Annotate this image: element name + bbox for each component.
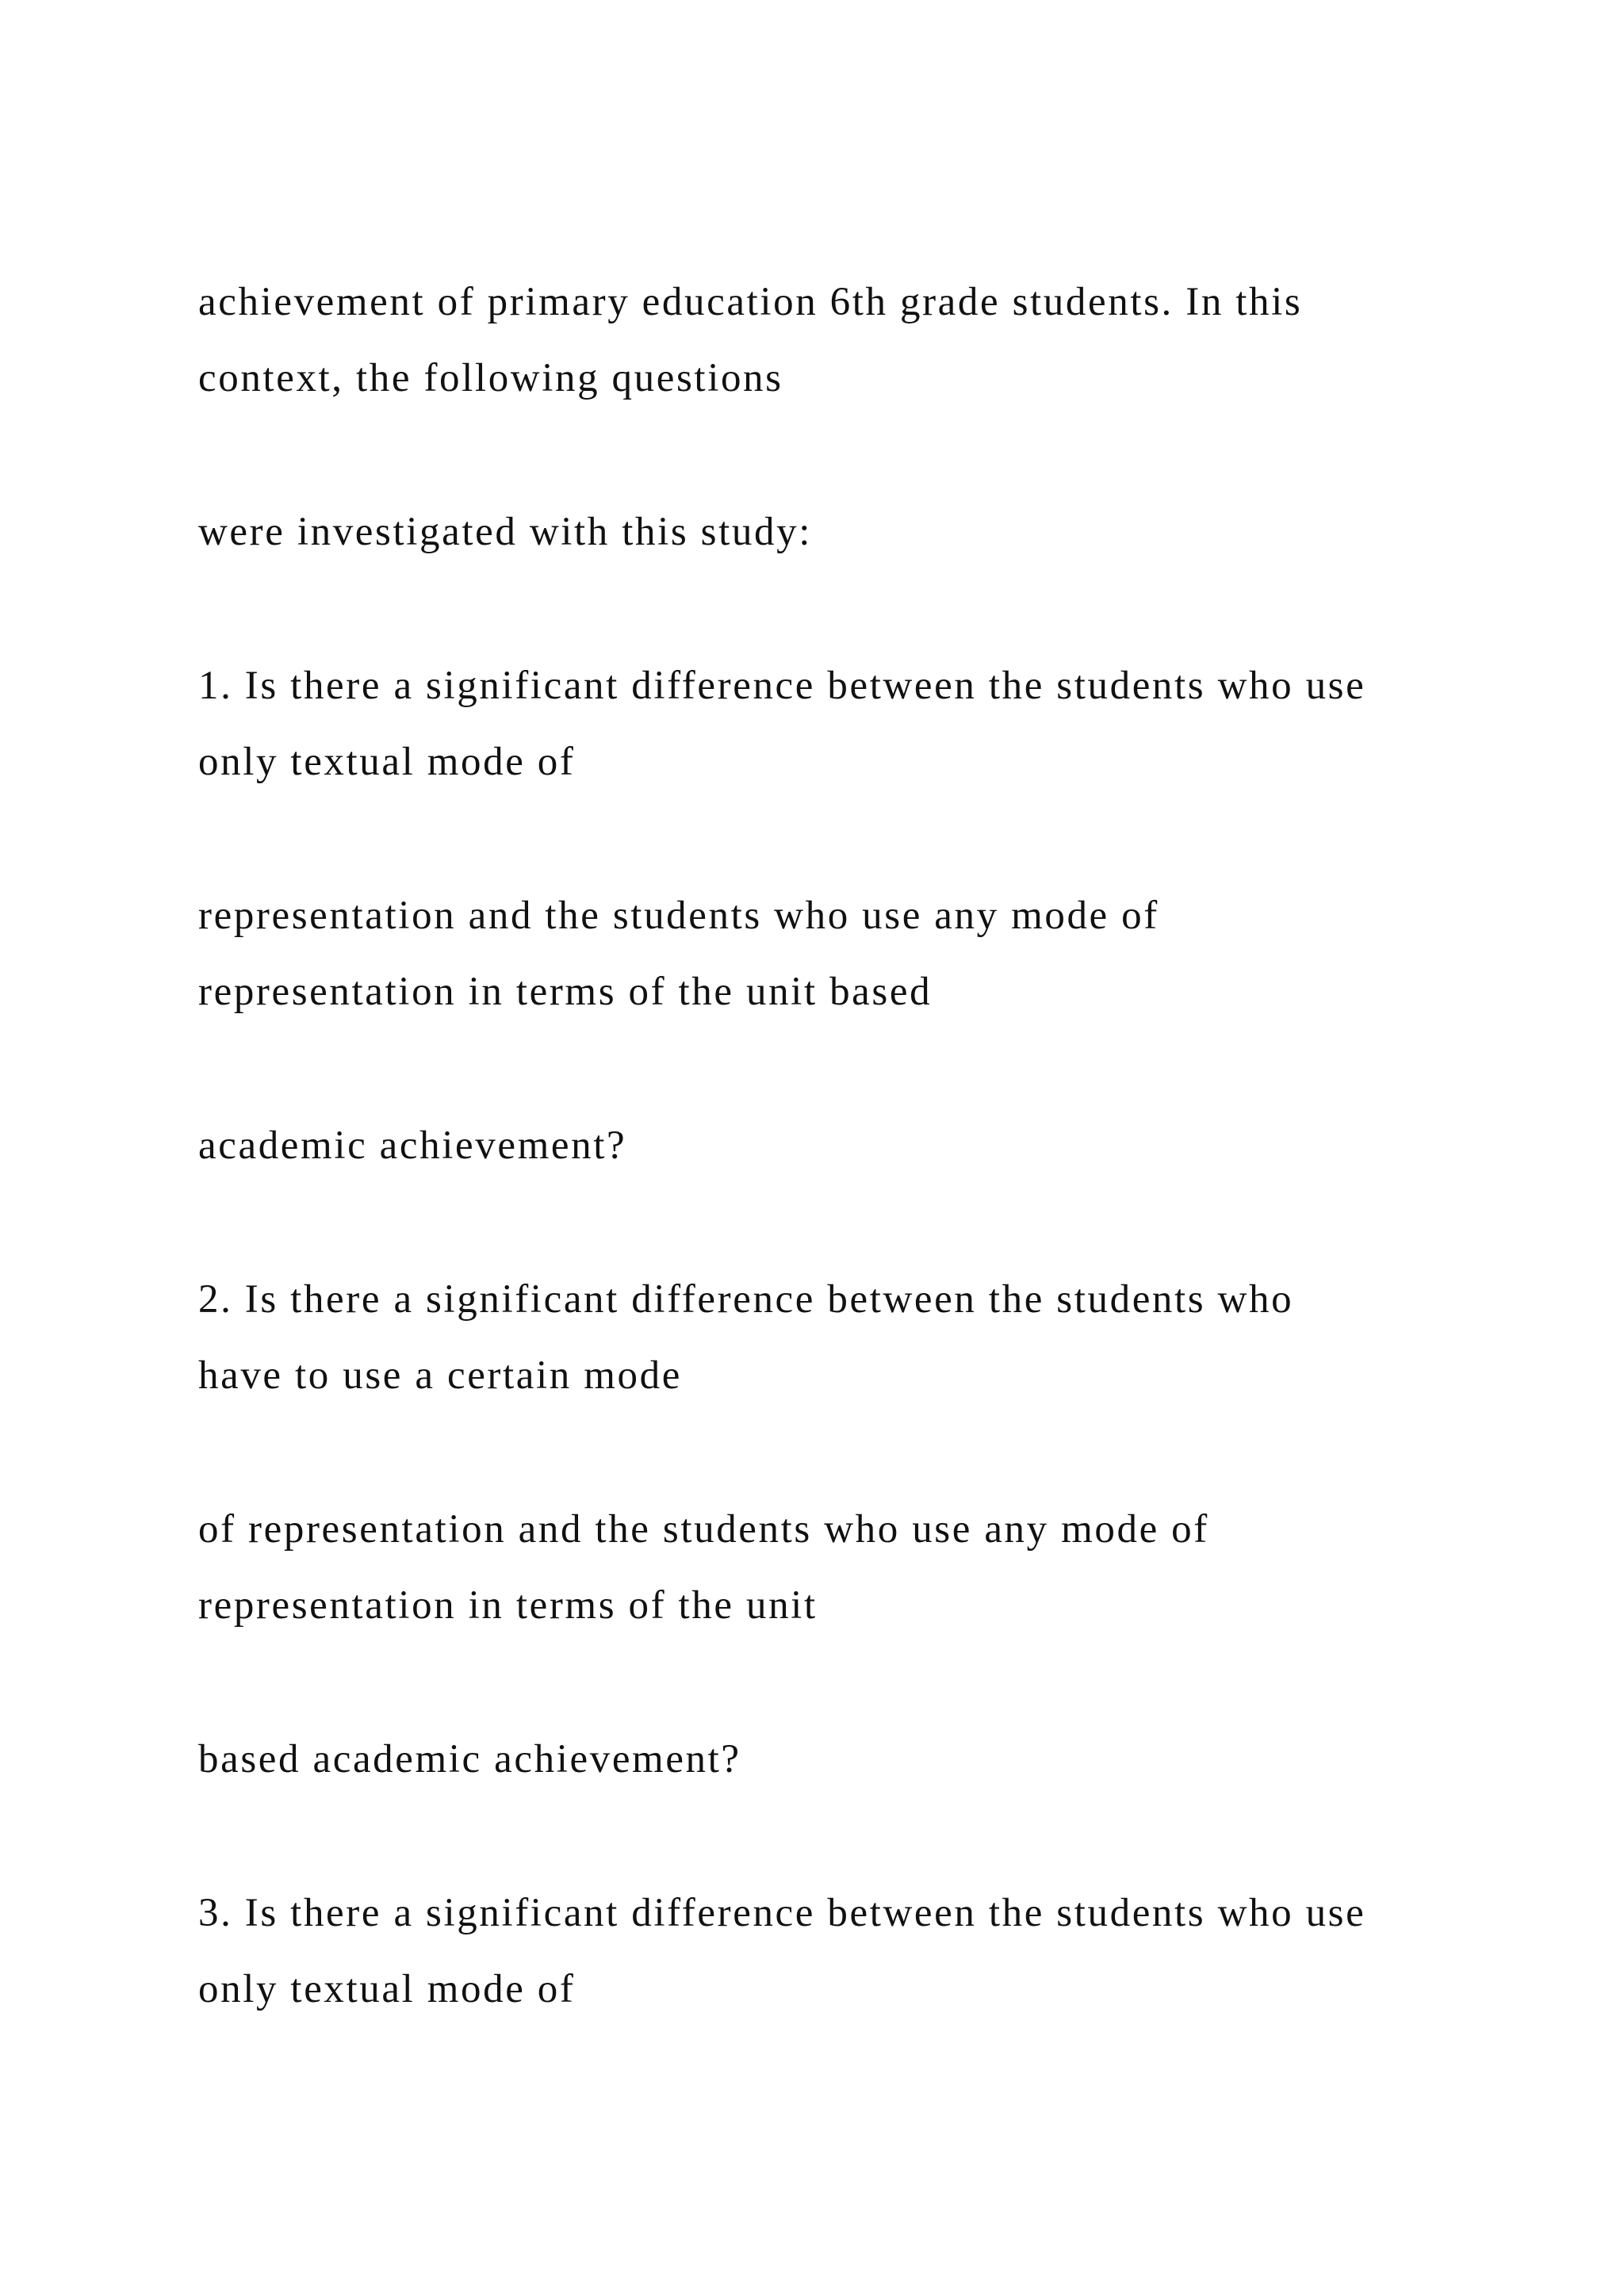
text-line: only textual mode of — [198, 740, 576, 784]
text-line: representation and the students who use any mode of — [198, 894, 1159, 938]
text-line: achievement of primary education 6th grade students. In this — [198, 280, 1303, 324]
text-line: 3. Is there a significant difference between the students who use — [198, 1891, 1366, 1935]
text-line: were investigated with this study: — [198, 510, 812, 554]
text-line: of representation and the students who use any mode of — [198, 1507, 1209, 1552]
text-line: have to use a certain mode — [198, 1353, 682, 1398]
text-line: 2. Is there a significant difference between the students who — [198, 1277, 1294, 1322]
text-line: academic achievement? — [198, 1123, 627, 1168]
text-line: context, the following questions — [198, 356, 783, 400]
text-line: representation in terms of the unit based — [198, 970, 933, 1014]
text-line: 1. Is there a significant difference between the students who use — [198, 664, 1366, 708]
text-line: based academic achievement? — [198, 1737, 741, 1781]
text-line: representation in terms of the unit — [198, 1583, 818, 1628]
text-line: only textual mode of — [198, 1967, 576, 2011]
